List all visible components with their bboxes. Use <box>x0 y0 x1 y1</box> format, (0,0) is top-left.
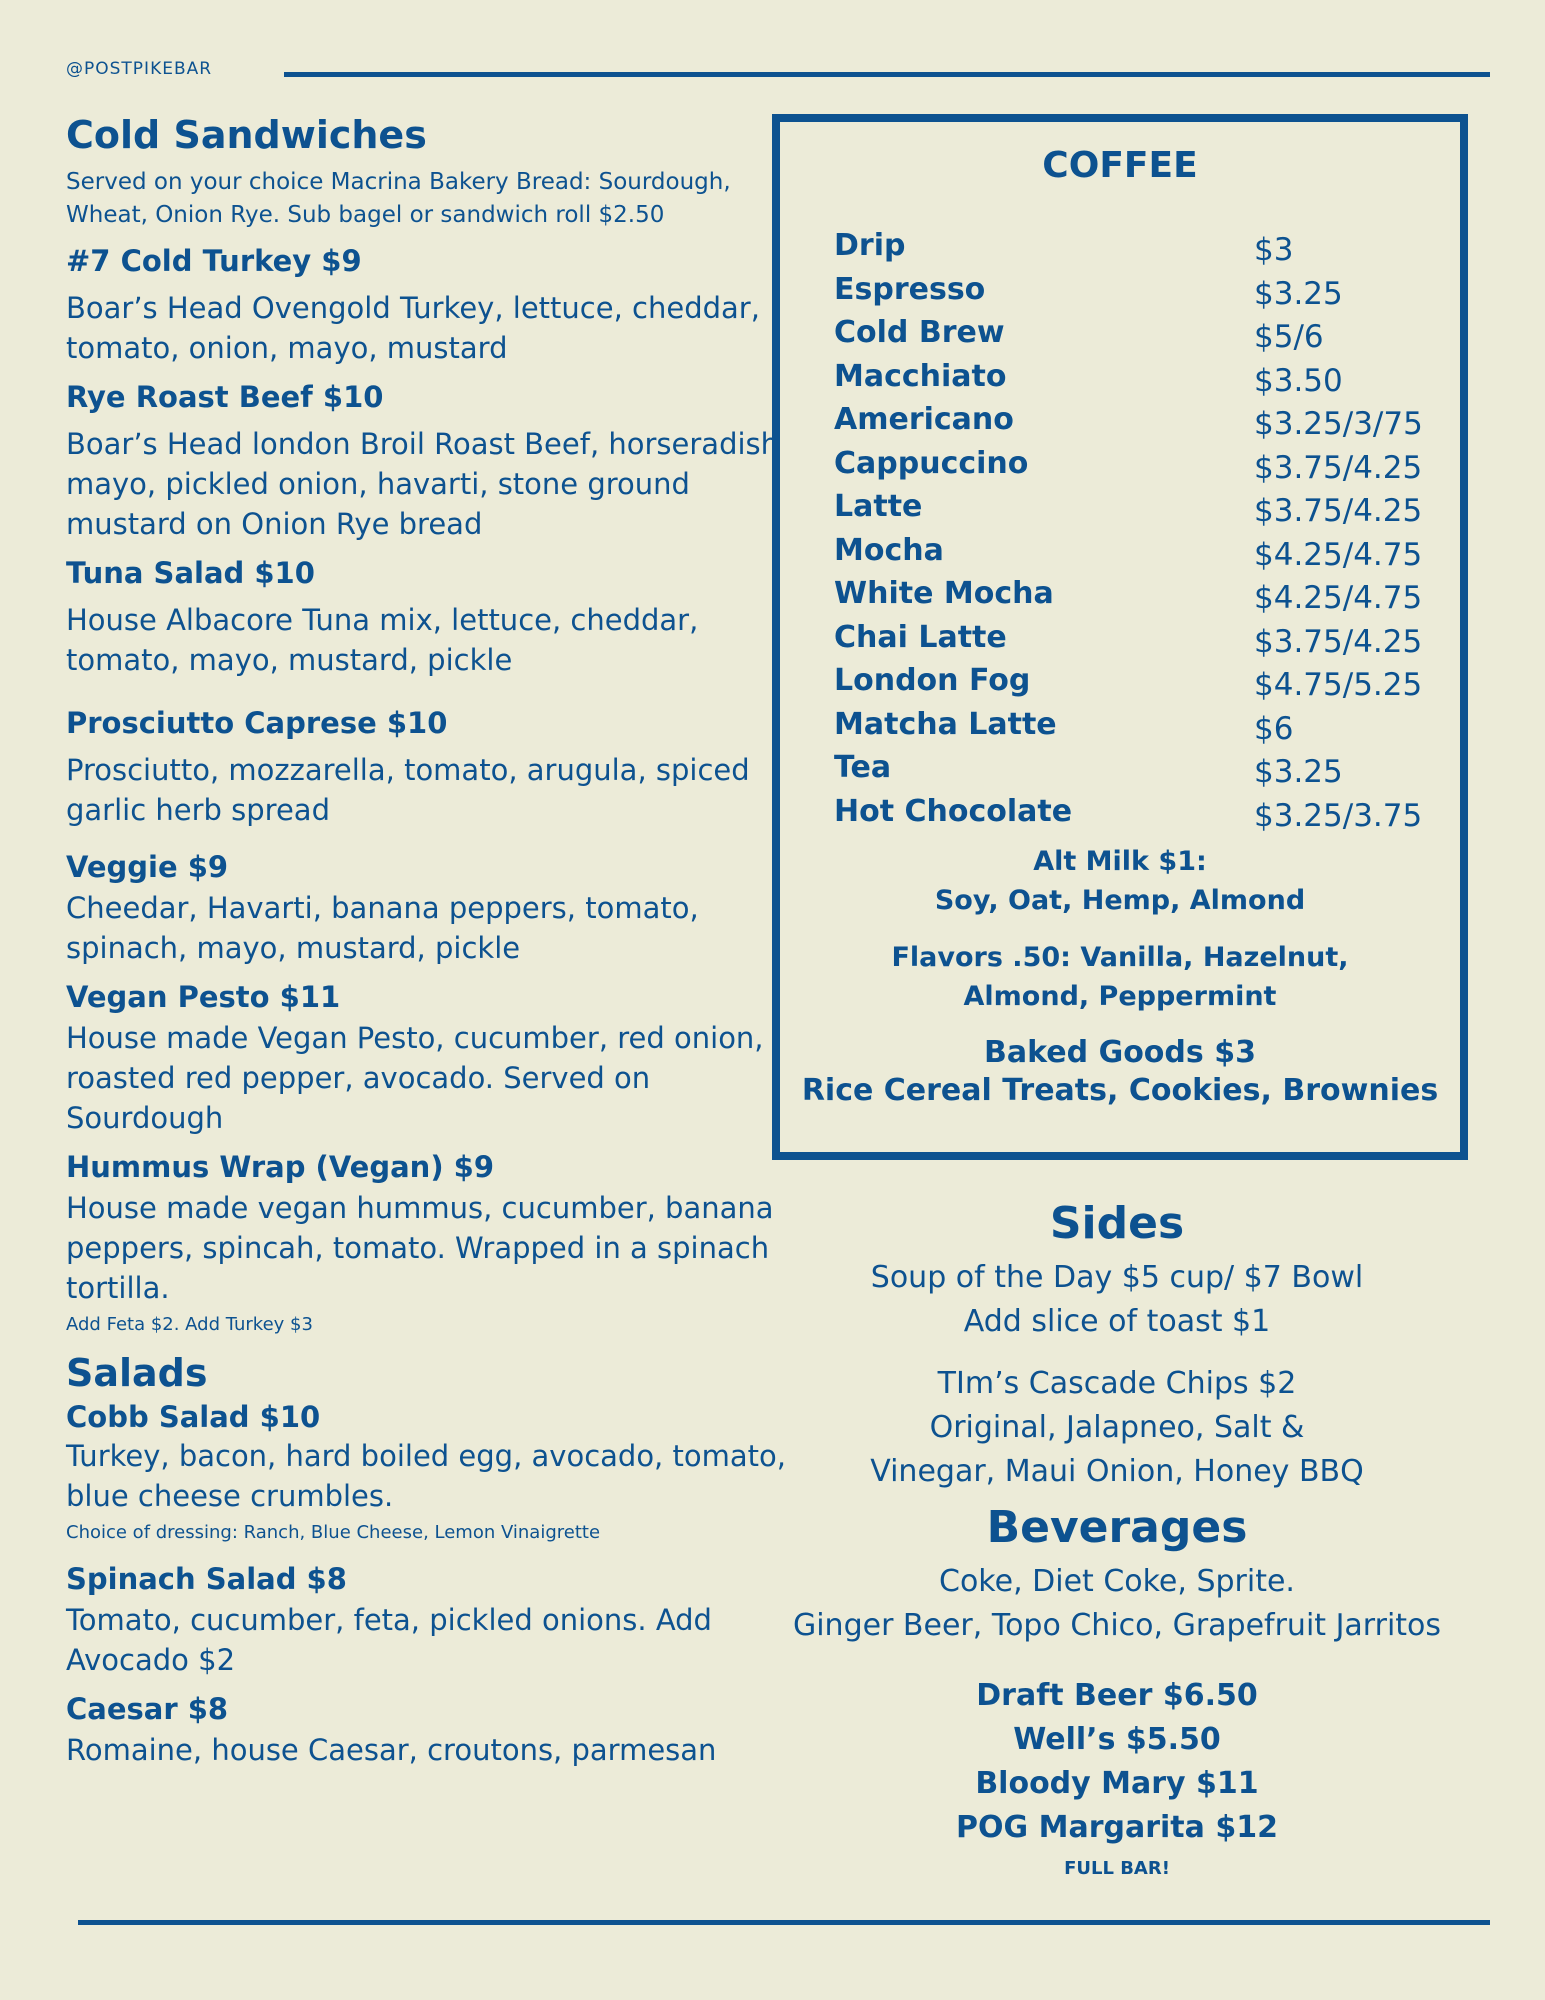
flavors-line-1: Flavors .50: Vanilla, Hazelnut, <box>891 942 1349 973</box>
coffee-name: Drip <box>834 228 906 263</box>
coffee-name: Americano <box>834 402 1014 437</box>
coffee-name: Chai Latte <box>834 619 1007 655</box>
item-description: Cheedar, Havarti, banana peppers, tomato, spinach, mayo, mustard, pickle <box>66 891 699 965</box>
bread-intro: Served on your choice Macrina Bakery Bread: Sourdough, Wheat, Onion Rye. Sub bagel or sandwich roll $2.50 <box>66 169 731 228</box>
item-name: Caesar $8 <box>66 1692 229 1726</box>
item-description: Boar’s Head london Broil Roast Beef, horseradish mayo, pickled onion, havarti, stone ground mustard on Onion Rye bread <box>66 427 780 541</box>
alcohol-item: Well’s $5.50 <box>1013 1722 1221 1757</box>
sides-line: Soup of the Day $5 cup/ $7 Bowl <box>870 1260 1364 1295</box>
coffee-row <box>834 226 1434 270</box>
flavors <box>780 938 1460 1016</box>
dressing-note: Choice of dressing: Ranch, Blue Cheese, Lemon Vinaigrette <box>66 1522 601 1543</box>
coffee-price: $3.75/4.25 <box>1254 623 1423 660</box>
coffee-price: $4.75/5.25 <box>1254 667 1423 703</box>
coffee-price: $3.25 <box>1254 754 1343 790</box>
coffee-row <box>834 574 1434 618</box>
coffee-price: $4.25/4.75 <box>1254 580 1423 616</box>
menu-item <box>66 848 786 968</box>
baked-goods-options: Rice Cereal Treats, Cookies, Brownies <box>801 1073 1439 1108</box>
sides-line: Add slice of toast $1 <box>963 1304 1271 1339</box>
coffee-row <box>834 748 1434 792</box>
item-name: Prosciutto Caprese $10 <box>66 706 448 740</box>
coffee-name: Macchiato <box>834 358 1007 394</box>
item-name: Rye Roast Beef $10 <box>66 380 384 414</box>
bottom-divider <box>78 1920 1490 1925</box>
full-bar-note: FULL BAR! <box>1064 1858 1170 1879</box>
coffee-name: Espresso <box>834 271 986 307</box>
coffee-row <box>834 313 1434 357</box>
coffee-row <box>834 400 1434 444</box>
menu-item <box>66 704 786 830</box>
baked-goods <box>780 1034 1460 1110</box>
coffee-row <box>834 270 1434 314</box>
coffee-name: Mocha <box>834 532 944 568</box>
coffee-row <box>834 487 1434 531</box>
coffee-price: $3 <box>1254 232 1294 268</box>
baked-goods-price: Baked Goods $3 <box>984 1035 1256 1070</box>
item-description: House made Vegan Pesto, cucumber, red onion, roasted red pepper, avocado. Served on Sourdough <box>66 1021 764 1135</box>
coffee-row <box>834 618 1434 662</box>
menu-item <box>66 1398 786 1546</box>
menu-item <box>66 554 786 680</box>
coffee-menu-box <box>772 114 1468 1160</box>
coffee-title: COFFEE <box>1042 145 1198 186</box>
coffee-name: Cold Brew <box>834 315 1005 350</box>
item-description: Boar’s Head Ovengold Turkey, lettuce, cheddar, tomato, onion, mayo, mustard <box>66 291 760 365</box>
alcohol-item: Bloody Mary $11 <box>975 1766 1259 1801</box>
item-name: Cobb Salad $10 <box>66 1400 321 1434</box>
coffee-row <box>834 444 1434 488</box>
coffee-price: $3.50 <box>1254 362 1343 399</box>
coffee-name: London Fog <box>834 663 1031 698</box>
coffee-price: $3.25/3.75 <box>1254 797 1423 834</box>
item-description: Romaine, house Caesar, croutons, parmesan <box>66 1733 717 1767</box>
sides-line: Vinegar, Maui Onion, Honey BBQ <box>870 1454 1364 1489</box>
coffee-price: $4.25/4.75 <box>1254 536 1423 573</box>
sides-title: Sides <box>1049 1198 1185 1249</box>
beverages-title: Beverages <box>986 1502 1248 1553</box>
menu-item <box>66 1560 786 1680</box>
menu-item <box>66 1148 786 1308</box>
coffee-row <box>834 661 1434 705</box>
item-description: Tomato, cucumber, feta, pickled onions. Add Avocado $2 <box>66 1603 712 1677</box>
left-column <box>66 112 786 1770</box>
item-name: Spinach Salad $8 <box>66 1562 347 1596</box>
item-name: Hummus Wrap (Vegan) $9 <box>66 1150 495 1184</box>
item-description: House made vegan hummus, cucumber, banana peppers, spincah, tomato. Wrapped in a spinach tortilla. <box>66 1191 774 1305</box>
sides-line: Original, Jalapneo, Salt & <box>929 1410 1305 1445</box>
coffee-price: $3.75/4.25 <box>1254 449 1423 486</box>
menu-item <box>66 378 786 544</box>
sides-line: TIm’s Cascade Chips $2 <box>937 1366 1297 1401</box>
item-description: Prosciutto, mozzarella, tomato, arugula, spiced garlic herb spread <box>66 753 750 827</box>
item-description: Turkey, bacon, hard boiled egg, avocado, tomato, blue cheese crumbles. <box>66 1439 786 1513</box>
right-column <box>772 1196 1462 1884</box>
top-divider <box>284 72 1490 77</box>
menu-item <box>66 978 786 1138</box>
coffee-price: $3.25/3/75 <box>1254 406 1423 442</box>
coffee-row <box>834 531 1434 575</box>
coffee-price: $3.25 <box>1254 275 1343 312</box>
coffee-name: Cappuccino <box>834 445 1029 481</box>
coffee-extras <box>780 842 1460 1110</box>
coffee-row <box>834 705 1434 749</box>
item-description: House Albacore Tuna mix, lettuce, cheddar, tomato, mayo, mustard, pickle <box>66 603 699 677</box>
alt-milk-price: Alt Milk $1: <box>1033 846 1207 877</box>
flavors-line-2: Almond, Peppermint <box>963 981 1277 1012</box>
coffee-row <box>834 792 1434 836</box>
item-name: Tuna Salad $10 <box>66 556 315 590</box>
item-name: #7 Cold Turkey $9 <box>66 244 362 278</box>
coffee-name: Latte <box>834 489 923 524</box>
coffee-name: Hot Chocolate <box>834 793 1073 829</box>
add-ons-note: Add Feta $2. Add Turkey $3 <box>66 1314 313 1335</box>
item-name: Vegan Pesto $11 <box>66 980 341 1014</box>
cold-sandwiches-title: Cold Sandwiches <box>66 113 427 157</box>
coffee-name: White Mocha <box>834 576 1054 611</box>
menu-item <box>66 1690 786 1770</box>
menu-item <box>66 242 786 368</box>
coffee-list <box>834 226 1434 835</box>
beverage-line: Ginger Beer, Topo Chico, Grapefruit Jarritos <box>792 1608 1442 1643</box>
coffee-price: $5/6 <box>1254 319 1324 355</box>
alt-milk-options: Soy, Oat, Hemp, Almond <box>934 885 1306 916</box>
beverage-line: Coke, Diet Coke, Sprite. <box>939 1564 1295 1599</box>
coffee-price: $3.75/4.25 <box>1254 493 1423 529</box>
coffee-name: Tea <box>834 750 892 785</box>
alt-milk <box>780 842 1460 920</box>
coffee-price: $6 <box>1254 710 1294 747</box>
coffee-row <box>834 357 1434 401</box>
instagram-handle: @POSTPIKEBAR <box>66 59 213 79</box>
alcohol-item: POG Margarita $12 <box>956 1810 1278 1845</box>
alcohol-item: Draft Beer $6.50 <box>976 1678 1258 1713</box>
item-name: Veggie $9 <box>66 850 229 884</box>
salads-title: Salads <box>66 1351 208 1395</box>
coffee-name: Matcha Latte <box>834 706 1057 742</box>
